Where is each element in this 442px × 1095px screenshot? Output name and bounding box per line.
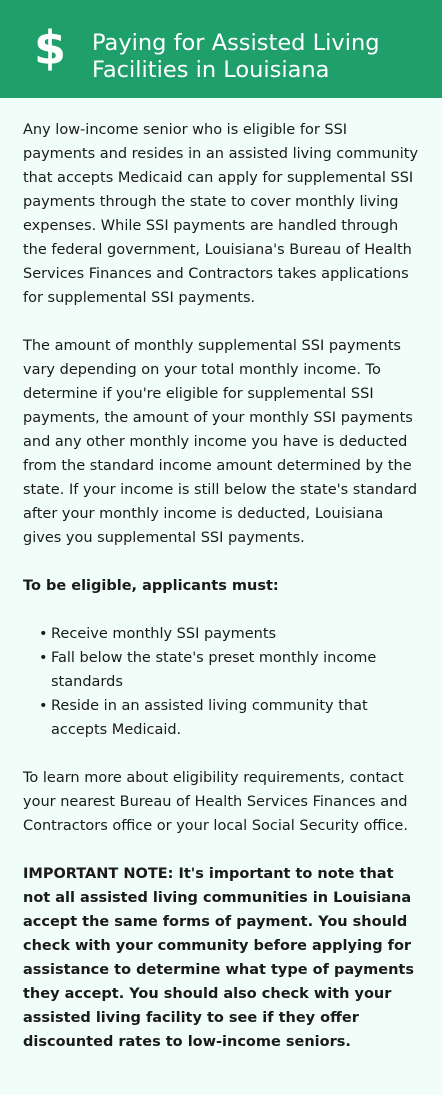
list-item xyxy=(39,694,423,742)
requirement-text: Fall below the state's preset monthly income standards xyxy=(51,650,377,690)
income-paragraph: The amount of monthly supplemental SSI payments vary depending on your total monthly income. To determine if you're eligible for supplemental SSI payments, the amount of your monthly SSI payments and any other monthly income you have is deducted from the standard income amount determined by the state. If your income is still below the state's standard after your monthly income is deducted, Louisiana gives you supplemental SSI payments. xyxy=(23,338,418,546)
bullet-icon: • xyxy=(39,626,48,642)
important-note: IMPORTANT NOTE: It's important to note that not all assisted living communities in Louisiana accept the same forms of payment. You should check with your community before applying for assistance to determine what type of payments they accept. You should also check with your assisted living facility to see if they offer discounted rates to low-income seniors. xyxy=(23,866,414,1050)
eligibility-label: To be eligible, applicants must: xyxy=(23,578,279,594)
list-item xyxy=(39,622,423,646)
list-item xyxy=(39,646,423,694)
page-title: Paying for Assisted Living Facilities in Louisiana xyxy=(92,30,380,83)
requirement-text: Receive monthly SSI payments xyxy=(51,626,277,642)
contact-paragraph: To learn more about eligibility requirements, contact your nearest Bureau of Health Services Finances and Contractors office or your local Social Security office. xyxy=(23,770,408,834)
intro-paragraph: Any low-income senior who is eligible for SSI payments and resides in an assisted living community that accepts Medicaid can apply for supplemental SSI payments through the state to cover monthly living expenses. While SSI payments are handled through the federal government, Louisiana's Bureau of Health Services Finances and Contractors takes applications for supplemental SSI payments. xyxy=(23,122,419,306)
requirements-list xyxy=(23,622,423,742)
bullet-icon: • xyxy=(39,650,48,666)
content-body xyxy=(23,118,423,1078)
header-banner xyxy=(0,0,442,98)
bullet-icon: • xyxy=(39,698,48,714)
requirement-text: Reside in an assisted living community that accepts Medicaid. xyxy=(51,698,368,738)
dollar-icon: $ xyxy=(33,21,66,75)
